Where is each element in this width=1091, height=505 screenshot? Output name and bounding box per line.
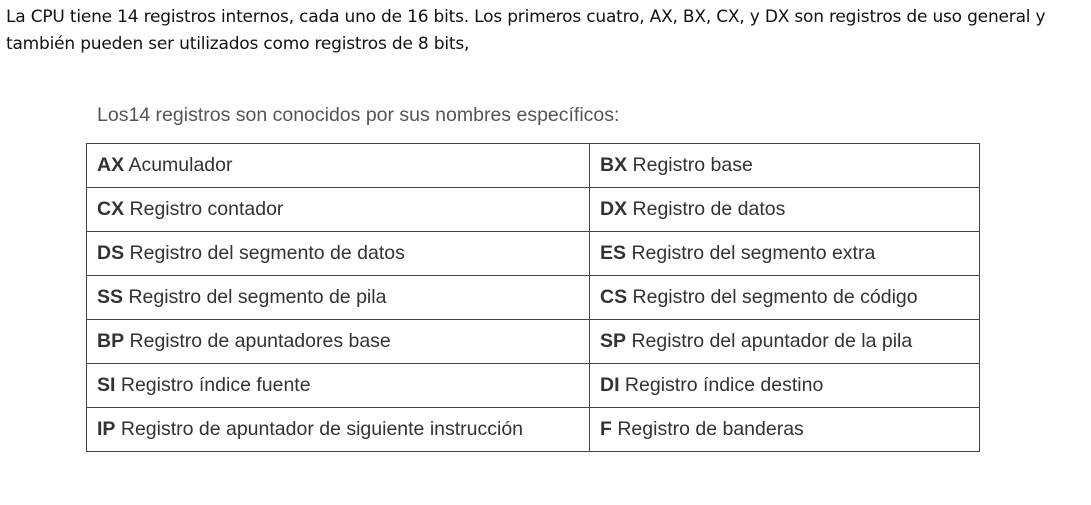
table-row: [87, 232, 980, 276]
register-code: CX: [97, 198, 125, 220]
register-name: Registro de apuntadores base: [129, 330, 391, 352]
register-name: Registro base: [632, 154, 753, 176]
table-cell: [87, 276, 590, 320]
registers-table: [86, 143, 980, 452]
table-cell: [87, 144, 590, 188]
table-cell: [87, 408, 590, 452]
register-code: DI: [600, 374, 620, 396]
register-code: IP: [97, 418, 116, 440]
register-name: Registro índice fuente: [120, 374, 311, 396]
table-cell: [87, 320, 590, 364]
register-name: Registro del segmento extra: [631, 242, 876, 264]
register-code: BX: [600, 154, 628, 176]
register-code: SP: [600, 330, 627, 352]
table-caption: Los14 registros son conocidos por sus nombres específicos:: [97, 104, 620, 126]
intro-paragraph: La CPU tiene 14 registros internos, cada uno de 16 bits. Los primeros cuatro, AX, BX, CX, y DX son registros de uso general y también pueden ser utilizados como registros de 8 bits,: [6, 7, 1046, 54]
register-name: Registro de banderas: [617, 418, 804, 440]
register-code: BP: [97, 330, 125, 352]
table-cell: [590, 320, 980, 364]
register-code: SI: [97, 374, 116, 396]
register-code: ES: [600, 242, 627, 264]
register-code: AX: [97, 154, 125, 176]
table-row: [87, 188, 980, 232]
table-row: [87, 320, 980, 364]
table-cell: [87, 364, 590, 408]
register-code: CS: [600, 286, 628, 308]
register-name: Registro contador: [129, 198, 284, 220]
register-name: Registro del apuntador de la pila: [631, 330, 913, 352]
table-cell: [590, 276, 980, 320]
table-row: [87, 276, 980, 320]
register-code: DX: [600, 198, 628, 220]
table-cell: [590, 364, 980, 408]
register-name: Registro del segmento de pila: [128, 286, 387, 308]
table-cell: [590, 232, 980, 276]
register-name: Acumulador: [128, 154, 233, 176]
register-name: Registro de apuntador de siguiente instrucción: [120, 418, 524, 440]
table-cell: [87, 188, 590, 232]
table-cell: [590, 408, 980, 452]
table-cell: [590, 144, 980, 188]
register-name: Registro del segmento de datos: [129, 242, 405, 264]
register-name: Registro de datos: [632, 198, 786, 220]
register-code: SS: [97, 286, 124, 308]
register-code: F: [600, 418, 612, 440]
table-row: [87, 364, 980, 408]
table-cell: [87, 232, 590, 276]
register-code: DS: [97, 242, 125, 264]
register-name: Registro índice destino: [624, 374, 824, 396]
table-row: [87, 144, 980, 188]
register-name: Registro del segmento de código: [632, 286, 918, 308]
table-cell: [590, 188, 980, 232]
table-row: [87, 408, 980, 452]
